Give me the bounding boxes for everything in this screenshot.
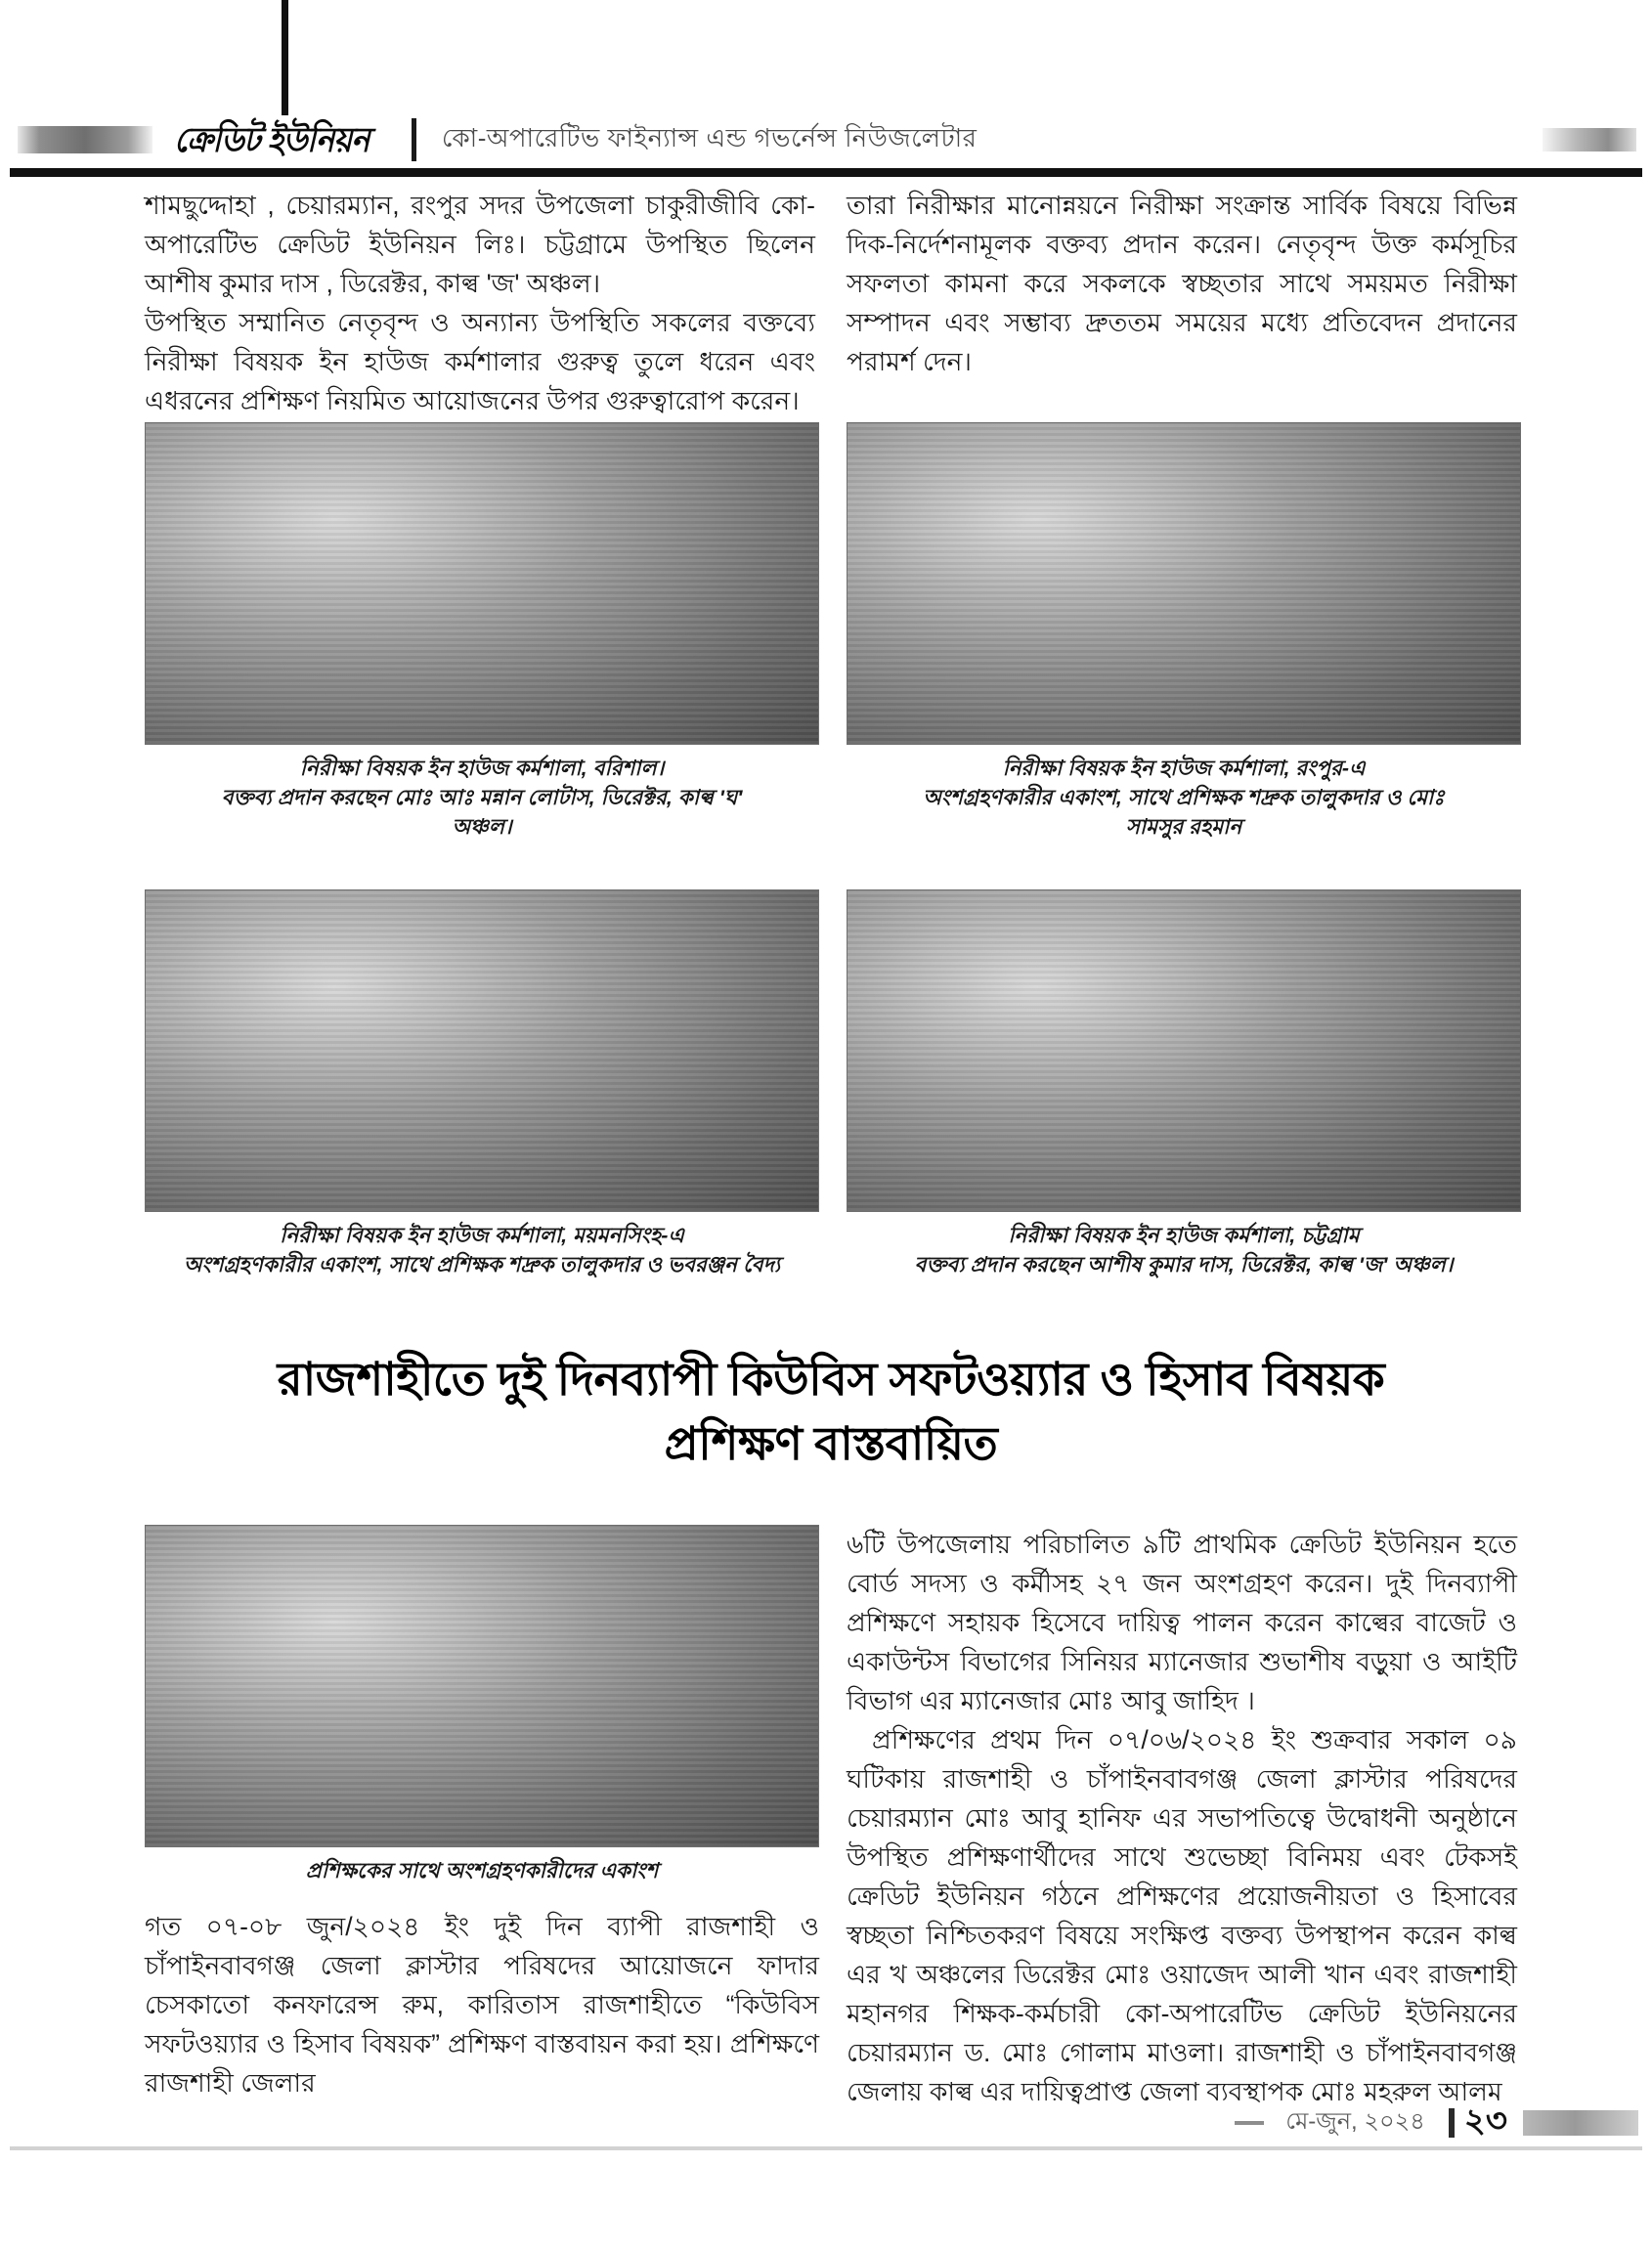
caption-line: নিরীক্ষা বিষয়ক ইন হাউজ কর্মশালা, চট্টগ্রাম [1008, 1224, 1360, 1247]
caption-line: বক্তব্য প্রদান করছেন আশীষ কুমার দাস, ডিরেক্টর, কাল্ব 'জ' অঞ্চল। [914, 1253, 1454, 1277]
footer-gradient-swatch [1523, 2110, 1638, 2136]
top-article-left-column [145, 186, 815, 420]
top-article-right-column [847, 186, 1517, 381]
photo-caption-barisal [145, 754, 819, 842]
photo-texture-overlay [848, 423, 1520, 744]
paragraph: তারা নিরীক্ষার মানোন্নয়নে নিরীক্ষা সংক্রান্ত সার্বিক বিষয়ে বিভিন্ন দিক-নির্দেশনামূলক বক্তব্য প্রদান করেন। নেতৃবৃন্দ উক্ত কর্মসূচির সফলতা কামনা করে সকলকে স্বচ্ছতার সাথে সময়মত নিরীক্ষা সম্পাদন এবং সম্ভাব্য দ্রুততম সময়ের মধ্যে প্রতিবেদন প্রদানের পরামর্শ দেন। [847, 191, 1517, 376]
caption-line: বক্তব্য প্রদান করছেন মোঃ আঃ মন্নান লোটাস, ডিরেক্টর, কাল্ব 'ঘ' [221, 786, 743, 809]
paragraph: উপস্থিত সম্মানিত নেতৃবৃন্দ ও অন্যান্য উপস্থিতি সকলের বক্তব্যে নিরীক্ষা বিষয়ক ইন হাউজ কর্মশালার গুরুত্ব তুলে ধরেন এবং এধরনের প্রশিক্ষণ নিয়মিত আয়োজনের উপর গুরুত্বারোপ করেন। [145, 308, 815, 415]
paragraph: ৬টি উপজেলায় পরিচালিত ৯টি প্রাথমিক ক্রেডিট ইউনিয়ন হতে বোর্ড সদস্য ও কর্মীসহ ২৭ জন অংশগ্রহণ করেন। দুই দিনব্যাপী প্রশিক্ষণে সহায়ক হিসেবে দায়িত্ব পালন করেন কাল্বের বাজেট ও একাউন্টস বিভাগের সিনিয়র ম্যানেজার শুভাশীষ বড়ুয়া ও আইটি বিভাগ এর ম্যানেজার মোঃ আবু জাহিদ । [847, 1530, 1517, 1715]
photo-caption-rangpur [847, 754, 1521, 842]
photo-caption-chattogram [847, 1221, 1521, 1279]
caption-line: অঞ্চল। [452, 815, 512, 839]
photo-texture-overlay [146, 890, 818, 1211]
top-vertical-rule [282, 0, 288, 115]
masthead-bottom-bar [10, 168, 1642, 177]
photo-rajshahi-group [145, 1525, 819, 1847]
headline-line-1: রাজশাহীতে দুই দিনব্যাপী কিউবিস সফটওয়্যার ও হিসাব বিষয়ক [277, 1353, 1385, 1405]
footer-divider-rule [1449, 2108, 1455, 2138]
caption-line: প্রশিক্ষকের সাথে অংশগ্রহণকারীদের একাংশ [305, 1859, 659, 1883]
footer-issue-date: মে-জুন, ২০২৪ [1285, 2108, 1425, 2135]
photo-block-barisal [145, 422, 819, 842]
footer-bottom-bar [10, 2146, 1642, 2150]
photo-mymensingh [145, 889, 819, 1212]
page-left-edge [0, 0, 10, 2251]
photo-caption-mymensingh [145, 1221, 819, 1279]
photo-block-mymensingh [145, 889, 819, 1279]
footer-dash [1235, 2121, 1264, 2125]
caption-line: নিরীক্ষা বিষয়ক ইন হাউজ কর্মশালা, ময়মনসিংহ-এ [280, 1224, 684, 1247]
bottom-article-left-text [145, 1907, 819, 2102]
page-number: ২৩ [1463, 2101, 1507, 2140]
masthead [10, 109, 1642, 170]
photo-rangpur [847, 422, 1521, 745]
photo-block-rangpur [847, 422, 1521, 842]
photo-barisal [145, 422, 819, 745]
bottom-article-left-column [145, 1525, 819, 2102]
paragraph: প্রশিক্ষণের প্রথম দিন ০৭/০৬/২০২৪ ইং শুক্রবার সকাল ০৯ ঘটিকায় রাজশাহী ও চাঁপাইনবাবগঞ্জ জেলা ক্লাস্টার পরিষদের চেয়ারম্যান মোঃ আবু হানিফ এর সভাপতিত্বে উদ্বোধনী অনুষ্ঠানে উপস্থিত প্রশিক্ষণার্থীদের সাথে শুভেচ্ছা বিনিময় এবং টেকসই ক্রেডিট ইউনিয়ন গঠনে প্রশিক্ষণের প্রয়োজনীয়তা ও হিসাবের স্বচ্ছতা নিশ্চিতকরণ বিষয়ে সংক্ষিপ্ত বক্তব্য উপস্থাপন করেন কাল্ব এর খ অঞ্চলের ডিরেক্টর মোঃ ওয়াজেদ আলী খান এবং রাজশাহী মহানগর শিক্ষক-কর্মচারী কো-অপারেটিভ ক্রেডিট ইউনিয়নের চেয়ারম্যান ড. মোঃ গোলাম মাওলা। রাজশাহী ও চাঁপাইনবাবগঞ্জ জেলায় কাল্ব এর দায়িত্বপ্রাপ্ত জেলা ব্যবস্থাপক মোঃ মহরুল আলম [847, 1725, 1517, 2106]
photo-texture-overlay [848, 890, 1520, 1211]
masthead-subtitle: কো-অপারেটিভ ফাইন্যান্স এন্ড গভর্নেন্স নিউজলেটার [441, 123, 978, 152]
photo-texture-overlay [146, 1526, 818, 1846]
photo-block-chattogram [847, 889, 1521, 1279]
page-footer [10, 2101, 1642, 2144]
paragraph: গত ০৭-০৮ জুন/২০২৪ ইং দুই দিন ব্যাপী রাজশাহী ও চাঁপাইনবাবগঞ্জ জেলা ক্লাস্টার পরিষদের আয়োজনে ফাদার চেসকাতো কনফারেন্স রুম, কারিতাস রাজশাহীতে “কিউবিস সফটওয়্যার ও হিসাব বিষয়ক” প্রশিক্ষণ বাস্তবায়ন করা হয়। প্রশিক্ষণে রাজশাহী জেলার [145, 1912, 819, 2098]
photo-texture-overlay [146, 423, 818, 744]
photo-chattogram [847, 889, 1521, 1212]
headline-line-2: প্রশিক্ষণ বাস্তবায়িত [664, 1417, 998, 1469]
caption-line: সামসুর রহমান [1125, 815, 1242, 839]
caption-line: অংশগ্রহণকারীর একাংশ, সাথে প্রশিক্ষক শদ্রুক তালুকদার ও মোঃ [923, 786, 1445, 809]
masthead-divider-rule [412, 118, 416, 161]
caption-line: নিরীক্ষা বিষয়ক ইন হাউজ কর্মশালা, রংপুর-এ [1002, 757, 1366, 780]
paragraph: শামছুদ্দোহা , চেয়ারম্যান, রংপুর সদর উপজেলা চাকুরীজীবি কো-অপারেটিভ ক্রেডিট ইউনিয়ন লিঃ। চট্টগ্রামে উপস্থিত ছিলেন আশীষ কুমার দাস , ডিরেক্টর, কাল্ব 'জ' অঞ্চল। [145, 191, 815, 298]
masthead-gradient-swatch-left [18, 126, 152, 153]
newsletter-logo: ক্রেডিট ইউনিয়ন [174, 120, 370, 159]
masthead-gradient-swatch-right [1543, 128, 1636, 152]
caption-line: নিরীক্ষা বিষয়ক ইন হাউজ কর্মশালা, বরিশাল। [299, 757, 665, 780]
photo-caption-rajshahi-group [145, 1856, 819, 1885]
caption-line: অংশগ্রহণকারীর একাংশ, সাথে প্রশিক্ষক শদ্রুক তালুকদার ও ভবরঞ্জন বৈদ্য [183, 1253, 781, 1277]
article-headline [147, 1347, 1515, 1476]
bottom-article-right-column [847, 1525, 1517, 2111]
